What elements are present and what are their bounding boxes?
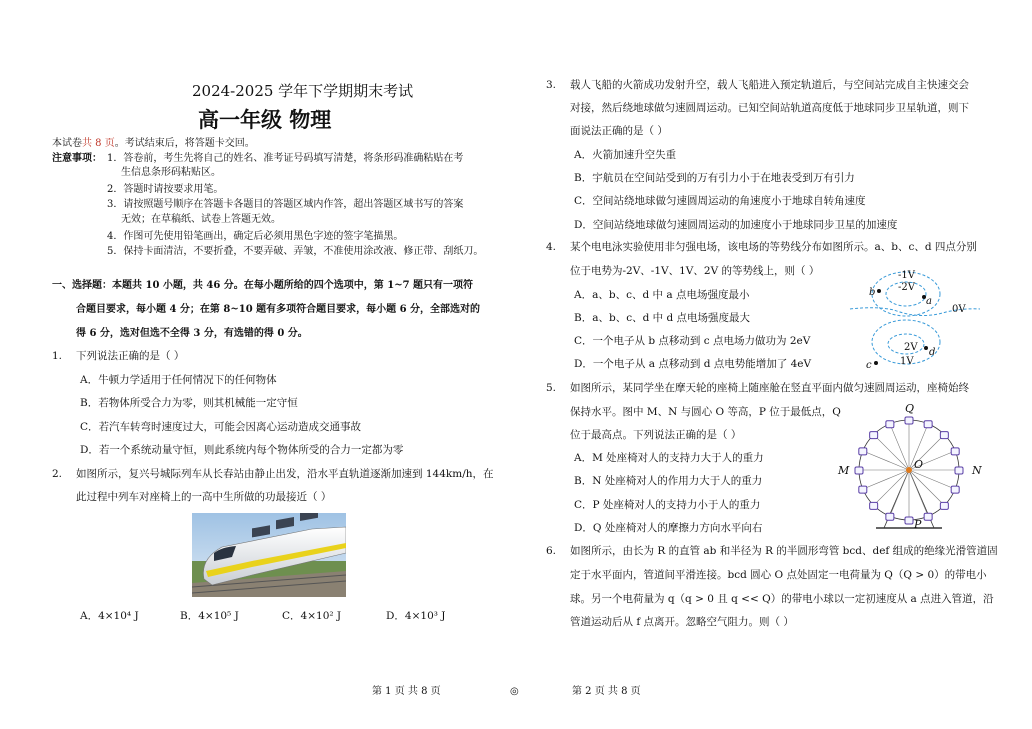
q3-stem-line: 对接，然后绕地球做匀速圆周运动。已知空间站轨道高度低于地球同步卫星轨道，则下 <box>570 102 969 114</box>
notice-item: 1．答卷前，考生先将自己的姓名、准考证号码填写清楚，将条形码准确粘贴在考 <box>107 153 464 164</box>
q3-option: D．空间站绕地球做匀速圆周运动的加速度小于地球同步卫星的加速度 <box>574 219 898 231</box>
wheel-cabin <box>859 486 867 493</box>
page-number-left: 第 1 页 共 8 页 <box>372 686 441 697</box>
label-d: d <box>929 347 936 358</box>
notice-item: 无效；在草稿纸、试卷上答题无效。 <box>121 214 281 225</box>
label-q: Q <box>905 402 915 415</box>
label-n: N <box>972 464 982 477</box>
label-neg1v: -1V <box>898 270 915 281</box>
notice-line1-post: 。考试结束后，将答题卡交回。 <box>114 138 255 149</box>
q3-number: 3. <box>546 79 557 91</box>
q6-stem-line: 定于水平面内，管道间平滑连接。bcd 圆心 O 点处固定一电荷量为 Q（Q > 0）的带电小 <box>570 569 987 581</box>
wheel-center <box>906 467 912 473</box>
section1-line: 一、选择题：本题共 10 小题，共 46 分。在每小题所给的四个选项中，第 1~7 题只有一项符 <box>52 280 474 291</box>
grade-subject-title: 高一年级 物理 <box>198 108 332 132</box>
q3-stem-line: 面说法正确的是（ ） <box>570 125 668 137</box>
wheel-cabin <box>951 486 959 493</box>
q1-number: 1. <box>52 350 63 362</box>
q2-stem-line1: 如图所示，复兴号城际列车从长春站由静止出发，沿水平直轨道逐渐加速到 144km/h，在 <box>76 468 494 480</box>
q4-option: B．a、b、c、d 中 d 点电场强度最大 <box>574 312 751 324</box>
q2-option-b: B．4×10⁵ J <box>180 610 239 622</box>
equipotential-figure <box>846 264 982 372</box>
q1-option: B．若物体所受合力为零，则其机械能一定守恒 <box>80 397 298 409</box>
q4-stem-line: 位于电势为-2V、-1V、1V、2V 的等势线上，则（ ） <box>570 265 820 277</box>
q5-option: D．Q 处座椅对人的摩擦力方向水平向右 <box>574 522 763 534</box>
label-m: M <box>838 464 850 477</box>
label-0v: 0V <box>952 304 966 315</box>
q4-option: D．一个电子从 a 点移动到 d 点电势能增加了 4eV <box>574 358 812 370</box>
q5-stem-line: 如图所示，某同学坐在摩天轮的座椅上随座舱在竖直平面内做匀速圆周运动，座椅始终 <box>570 382 969 394</box>
section1-line: 得 6 分，选对但选不全得 3 分，有选错的得 0 分。 <box>76 328 308 339</box>
wheel-cabin <box>905 417 913 424</box>
q2-number: 2. <box>52 468 63 480</box>
notice-item: 3．请按照题号顺序在答题卡各题目的答题区域内作答，超出答题区域书写的答案 <box>107 199 464 210</box>
q6-number: 6. <box>546 545 557 557</box>
label-o: O <box>914 458 924 471</box>
q4-option: C．一个电子从 b 点移动到 c 点电场力做功为 2eV <box>574 335 811 347</box>
wheel-cabin <box>870 432 878 439</box>
point-a <box>922 295 926 299</box>
wheel-cabin <box>859 448 867 455</box>
q1-option: A．牛顿力学适用于任何情况下的任何物体 <box>80 374 277 386</box>
q2-option-c: C．4×10² J <box>282 610 342 622</box>
wheel-cabin <box>886 421 894 428</box>
q1-option: D．若一个系统动量守恒，则此系统内每个物体所受的合力一定都为零 <box>80 444 404 456</box>
q6-stem-line: 球。另一个电荷量为 q（q > 0 且 q << Q）的带电小球以一定初速度从 a 点进入管道，沿 <box>570 593 994 605</box>
section1-line: 合题目要求，每小题 4 分；在第 8~10 题有多项符合题目要求，每小题 6 分，全部选对的 <box>76 304 481 315</box>
q4-number: 4. <box>546 241 557 253</box>
notice-line1 <box>52 137 255 151</box>
point-d <box>924 346 928 350</box>
point-c <box>874 361 878 365</box>
point-b <box>877 289 881 293</box>
label-neg2v: -2V <box>898 282 915 293</box>
wheel-cabin <box>924 421 932 428</box>
q3-option: C．空间站绕地球做匀速圆周运动的角速度小于地球自转角速度 <box>574 195 866 207</box>
q5-number: 5. <box>546 382 557 394</box>
label-c: c <box>866 360 872 371</box>
q3-option: A．火箭加速升空失重 <box>574 149 677 161</box>
center-mark: ◎ <box>510 686 519 697</box>
notice-item: 2．答题时请按要求用笔。 <box>107 184 224 195</box>
q5-stem-line: 保持水平。图中 M、N 与圆心 O 等高，P 位于最低点，Q <box>570 406 841 418</box>
label-1v: 1V <box>900 356 914 367</box>
label-2v: 2V <box>904 342 918 353</box>
wheel-cabin <box>924 513 932 520</box>
label-b: b <box>869 287 876 298</box>
q5-stem-line: 位于最高点。下列说法正确的是（ ） <box>570 429 742 441</box>
train-image <box>192 513 346 597</box>
q2-option-a: A．4×10⁴ J <box>80 610 139 622</box>
notice-item: 生信息条形码粘贴区。 <box>121 167 221 178</box>
exam-title: 2024-2025 学年下学期期末考试 <box>192 82 414 100</box>
notice-line1-red: 共 8 页 <box>82 138 115 149</box>
wheel-cabin <box>940 502 948 509</box>
q4-stem-line: 某个电电泳实验使用非匀强电场，该电场的等势线分布如图所示。a、b、c、d 四点分别 <box>570 241 977 253</box>
notice-item: 5．保持卡面清洁，不要折叠，不要弄破、弄皱，不准使用涂改液、修正带、刮纸刀。 <box>107 246 484 257</box>
q5-option: C．P 处座椅对人的支持力小于人的重力 <box>574 499 761 511</box>
wheel-cabin <box>905 517 913 524</box>
notice-line1-pre: 本试卷 <box>52 138 82 149</box>
page-number-right: 第 2 页 共 8 页 <box>572 686 641 697</box>
wheel-cabin <box>886 513 894 520</box>
q1-stem: 下列说法正确的是（ ） <box>76 350 185 362</box>
q5-option: A．M 处座椅对人的支持力大于人的重力 <box>574 452 764 464</box>
q2-option-d: D．4×10³ J <box>386 610 446 622</box>
q3-stem-line: 载人飞船的火箭成功发射升空，载人飞船进入预定轨道后，与空间站完成自主快速交会 <box>570 79 969 91</box>
ferris-wheel-figure <box>836 402 982 534</box>
label-p: P <box>914 518 922 531</box>
q1-option: C．若汽车转弯时速度过大，可能会因离心运动造成交通事故 <box>80 421 362 433</box>
notice-item: 4．作图可先使用铅笔画出，确定后必须用黑色字迹的签字笔描黑。 <box>107 231 404 242</box>
wheel-spoke <box>909 470 944 505</box>
q2-stem-line2: 此过程中列车对座椅上的一高中生所做的功最接近（ ） <box>76 491 332 503</box>
notice-title: 注意事项： <box>52 153 102 164</box>
wheel-cabin <box>951 448 959 455</box>
wheel-cabin <box>940 432 948 439</box>
wheel-spoke <box>874 435 909 470</box>
q3-option: B．宇航员在空间站受到的万有引力小于在地表受到万有引力 <box>574 172 855 184</box>
q4-option: A．a、b、c、d 中 a 点电场强度最小 <box>574 289 750 301</box>
q6-stem-line: 管道运动后从 f 点离开。忽略空气阻力。则（ ） <box>570 616 794 628</box>
q6-stem-line: 如图所示，由长为 R 的直管 ab 和半径为 R 的半圆形弯管 bcd、def 组成的绝缘光滑管道固 <box>570 545 998 557</box>
label-a: a <box>926 296 932 307</box>
wheel-spoke <box>874 470 909 505</box>
wheel-cabin <box>855 467 863 474</box>
wheel-cabin <box>870 502 878 509</box>
wheel-cabin <box>955 467 963 474</box>
q5-option: B．N 处座椅对人的作用力大于人的重力 <box>574 475 763 487</box>
